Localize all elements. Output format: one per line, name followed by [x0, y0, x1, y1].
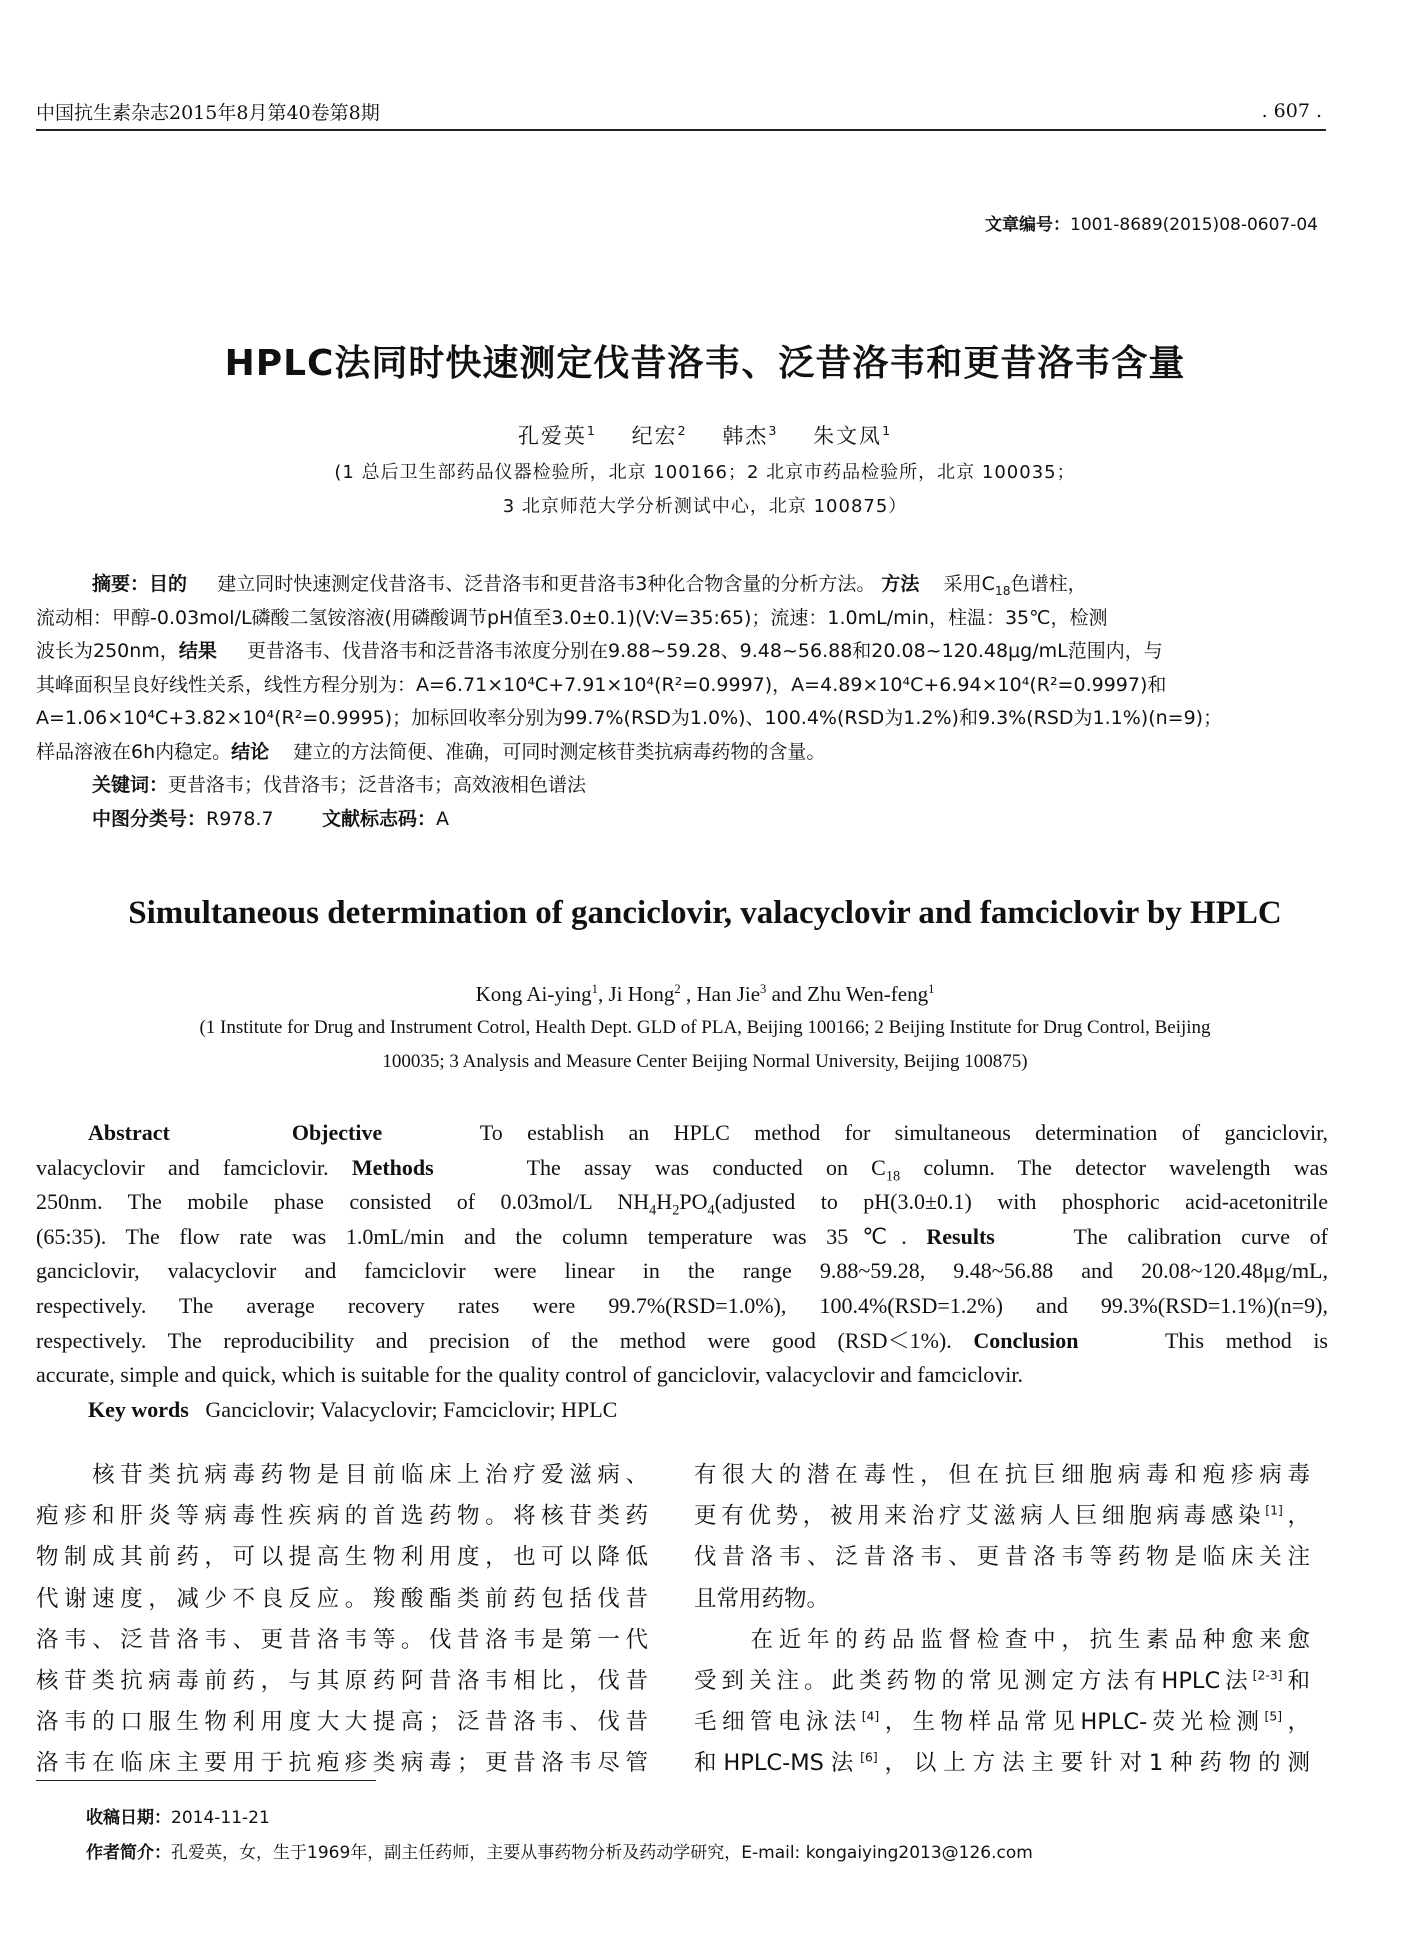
article-number-value: 1001-8689(2015)08-0607-04: [1070, 215, 1318, 235]
footnote-author: 作者简介：孔爱英，女，生于1969年，副主任药师，主要从事药物分析及药动学研究，E-mail: kongaiying2013@126.com: [86, 1843, 1033, 1863]
abstract-cn-label: 摘要：: [92, 573, 150, 595]
abstract-en-line: valacyclovir and famciclovir. Methods The assay was conducted on $C_{18}$ column. The detector wavelength was: [36, 1154, 1328, 1184]
abstract-cn: [36, 568, 1326, 836]
abstract-cn-line: 波长为250nm，结果 更昔洛韦、伐昔洛韦和泛昔洛韦浓度分别在9.88~59.28、9.48~56.88和20.08~120.48μg/mL范围内，与: [36, 640, 1163, 662]
abstract-cn-line: 样品溶液在6h内稳定。结论 建立的方法简便、准确，可同时测定核苷类抗病毒药物的含量。: [36, 740, 826, 763]
body-line: 洛韦在临床主要用于抗疱疹类病毒；更昔洛韦尽管: [36, 1750, 648, 1777]
body-line: 代谢速度，减少不良反应。羧酸酯类前药包括伐昔: [36, 1585, 648, 1612]
body-left-column: [36, 1455, 648, 1785]
citation: [2-3]: [1252, 1668, 1283, 1683]
abstract-en-line: respectively. The reproducibility and precision of the method were good (RSD＜1%). Conclusion This method is: [36, 1327, 1328, 1353]
keywords-cn: 关键词：更昔洛韦；伐昔洛韦；泛昔洛韦；高效液相色谱法: [92, 774, 587, 796]
body-line: 更有优势，被用来治疗艾滋病人巨细胞病毒感染[1]，: [694, 1503, 1310, 1530]
abstract-en-label: Abstract: [88, 1120, 170, 1145]
body-line: 毛细管电泳法[4]，生物样品常见HPLC-荧光检测[5]，: [694, 1709, 1310, 1736]
abstract-cn-line: A=1.06×10⁴C+3.82×10⁴(R²=0.9995)；加标回收率分别为99.7%(RSD为1.0%)、100.4%(RSD为1.2%)和9.3%(RSD为1.1%)(n=9)；: [36, 707, 1223, 729]
affiliation-en-line: 100035; 3 Analysis and Measure Center Beijing Normal University, Beijing 100875): [382, 1051, 1028, 1072]
body-line: 受到关注。此类药物的常见测定方法有HPLC法[2-3]和: [694, 1668, 1310, 1695]
body-line: 核苷类抗病毒药物是目前临床上治疗爱滋病、: [36, 1462, 648, 1488]
abstract-cn-line: 摘要：目的 建立同时快速测定伐昔洛韦、泛昔洛韦和更昔洛韦3种化合物含量的分析方法。 方法 采用$C_{18}$色谱柱，: [92, 573, 1087, 598]
authors-cn: 孔爱英$^1$ 纪宏$^2$ 韩杰$^3$ 朱文凤$^1$: [517, 423, 893, 448]
abstract-en-line: (65:35). The flow rate was 1.0mL/min and the column temperature was 35℃. Results The calibration curve of: [36, 1223, 1328, 1249]
affiliation-cn-line: 3 北京师范大学分析测试中心，北京 100875）: [502, 496, 908, 517]
abstract-en-line: accurate, simple and quick, which is suitable for the quality control of ganciclovir, valacyclovir and famciclovir.: [36, 1362, 1023, 1388]
classification-cn: 中图分类号：R978.7 文献标志码：A: [92, 807, 449, 830]
author-cn: 朱文凤: [813, 424, 883, 448]
body-line: 伐昔洛韦、泛昔洛韦、更昔洛韦等药物是临床关注: [694, 1544, 1310, 1571]
citation: [6]: [860, 1750, 878, 1765]
abstract-cn-line: 其峰面积呈良好线性关系，线性方程分别为：A=6.71×10⁴C+7.91×10⁴(R²=0.9997)，A=4.89×10⁴C+6.94×10⁴(R²=0.9997)和: [36, 673, 1167, 696]
journal-header: 中国抗生素杂志2015年8月第40卷第8期: [36, 102, 380, 124]
body-line: 洛韦、泛昔洛韦、更昔洛韦等。伐昔洛韦是第一代: [36, 1626, 648, 1653]
abstract-en-line: respectively. The average recovery rates were 99.7%(RSD=1.0%), 100.4%(RSD=1.2%) and 99.3%(RSD=1.1%)(n=9),: [36, 1292, 1328, 1318]
title-en: Simultaneous determination of ganciclovir, valacyclovir and famciclovir by HPLC: [128, 895, 1282, 931]
abstract-cn-line: 流动相：甲醇-0.03mol/L磷酸二氢铵溶液(用磷酸调节pH值至3.0±0.1)(V:V=35:65)；流速：1.0mL/min，柱温：35℃，检测: [36, 606, 1108, 629]
body-line: 洛韦的口服生物利用度大大提高；泛昔洛韦、伐昔: [36, 1709, 648, 1736]
authors-en: Kong Ai-ying$^1$, Ji Hong$^2$ , Han Jie$^3$ and Zhu Wen-feng$^1$: [475, 982, 935, 1006]
abstract-en-line: 250nm. The mobile phase consisted of 0.03mol/L $NH_4H_2PO_4(adjusted$ to pH(3.0±0.1) with phosphoric acid-acetonitrile: [36, 1189, 1328, 1219]
title-cn: HPLC法同时快速测定伐昔洛韦、泛昔洛韦和更昔洛韦含量: [224, 343, 1186, 384]
header-rule: [36, 129, 1326, 131]
author-cn: 韩杰: [722, 424, 769, 448]
affiliation-cn-line: (1 总后卫生部药品仪器检验所，北京 100166；2 北京市药品检验所，北京 100035；: [334, 462, 1076, 483]
article-number-label: 文章编号：: [985, 215, 1070, 235]
body-line: 在近年的药品监督检查中，抗生素品种愈来愈: [694, 1626, 1310, 1653]
page-number: . 607 .: [1261, 100, 1322, 122]
keywords-en: Key words Ganciclovir; Valacyclovir; Famciclovir; HPLC: [88, 1396, 618, 1422]
body-line: 物制成其前药，可以提高生物利用度，也可以降低: [36, 1544, 648, 1571]
body-line: 和HPLC-MS法[6]，以上方法主要针对1种药物的测: [694, 1750, 1310, 1777]
body-right-column: [694, 1455, 1310, 1785]
article-number: [985, 210, 1318, 235]
citation: [4]: [861, 1709, 880, 1724]
body-line: 有很大的潜在毒性，但在抗巨细胞病毒和疱疹病毒: [694, 1462, 1310, 1488]
footnote-received: 收稿日期：2014-11-21: [86, 1808, 270, 1828]
affiliation-en-line: (1 Institute for Drug and Instrument Cotrol, Health Dept. GLD of PLA, Beijing 100166; 2 Beijing Institute for Drug Control, Beijing: [199, 1017, 1211, 1038]
footnote-rule: [36, 1780, 376, 1781]
body-line: 疱疹和肝炎等病毒性疾病的首选药物。将核苷类药: [36, 1503, 648, 1530]
body-line: 且常用药物。: [694, 1585, 830, 1612]
abstract-en: [36, 1116, 1328, 1427]
author-cn: 孔爱英: [517, 424, 587, 448]
abstract-en-line: ganciclovir, valacyclovir and famciclovir were linear in the range 9.88~59.28, 9.48~56.88 and 20.08~120.48μg/mL,: [36, 1258, 1328, 1284]
author-cn: 纪宏: [631, 424, 678, 448]
abstract-en-line: Abstract Objective To establish an HPLC method for simultaneous determination of ganciclovir,: [88, 1120, 1329, 1145]
citation: [5]: [1264, 1709, 1283, 1724]
citation: [1]: [1265, 1503, 1283, 1518]
body-line: 核苷类抗病毒前药，与其原药阿昔洛韦相比，伐昔: [36, 1668, 648, 1695]
